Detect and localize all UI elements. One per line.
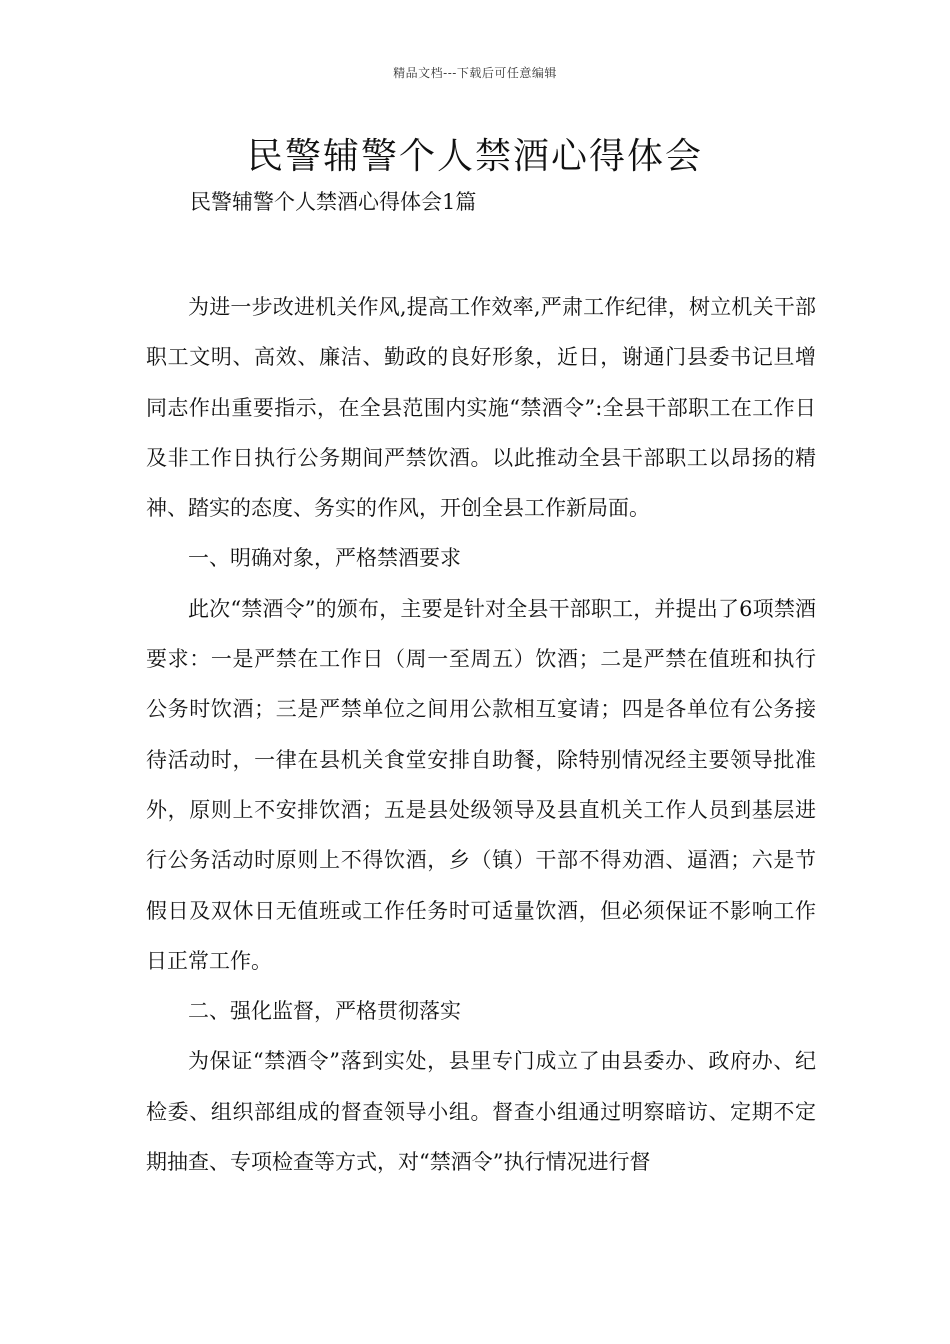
paragraph-intro: 为进一步改进机关作风,提高工作效率,严肃工作纪律，树立机关干部职工文明、高效、廉洁、勤政的良好形象，近日，谢通门县委书记旦增同志作出重要指示，在全县范围内实施“禁酒令”:全县干部职工在工作日及非工作日执行公务期间严禁饮酒。以此推动全县干部职工以昂扬的精神、踏实的态度、务实的作风，开创全县工作新局面。 (146, 295, 816, 521)
document-title: 民警辅警个人禁酒心得体会 (246, 136, 703, 177)
body-text (146, 282, 816, 1187)
section-heading-2: 二、强化监督，严格贯彻落实 (188, 999, 461, 1024)
paragraph-requirements: 此次“禁酒令”的颁布，主要是针对全县干部职工，并提出了6项禁酒要求：一是严禁在工作日（周一至周五）饮酒；二是严禁在值班和执行公务时饮酒；三是严禁单位之间用公款相互宴请；四是各单位有公务接待活动时，一律在县机关食堂安排自助餐，除特别情况经主要领导批准外，原则上不安排饮酒；五是县处级领导及县直机关工作人员到基层进行公务活动时原则上不得饮酒，乡（镇）干部不得劝酒、逼酒；六是节假日及双休日无值班或工作任务时可适量饮酒，但必须保证不影响工作日正常工作。 (146, 596, 816, 973)
document-subtitle: 民警辅警个人禁酒心得体会1篇 (190, 190, 477, 214)
header-note: 精品文档---下载后可任意编辑 (393, 66, 557, 80)
section-heading-1: 一、明确对象，严格禁酒要求 (188, 546, 461, 571)
paragraph-supervision: 为保证“禁酒令”落到实处，县里专门成立了由县委办、政府办、纪检委、组织部组成的督查领导小组。督查小组通过明察暗访、定期不定期抽查、专项检查等方式，对“禁酒令”执行情况进行督 (146, 1049, 816, 1175)
